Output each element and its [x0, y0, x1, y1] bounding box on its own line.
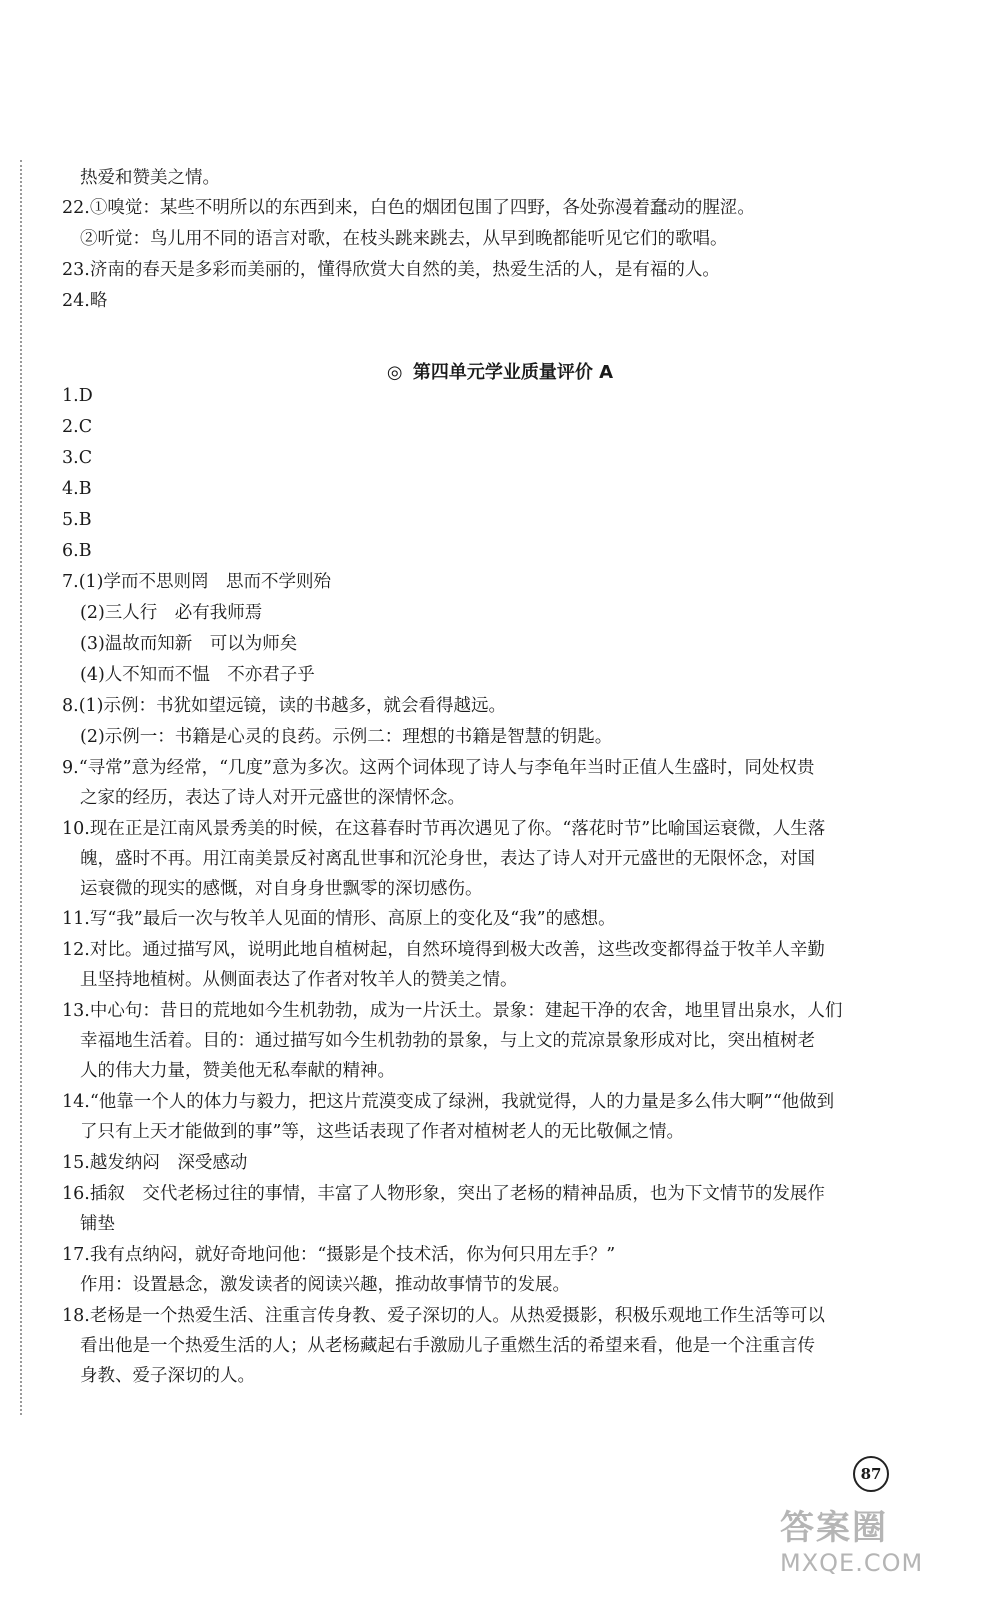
answer-9-line-2: 之家的经历，表达了诗人对开元盛世的深情怀念。	[80, 788, 465, 808]
answer-2: 2.C	[62, 417, 93, 437]
answer-10-line-2: 魄，盛时不再。用江南美景反衬离乱世事和沉沦身世，表达了诗人对开元盛世的无限怀念，对国	[80, 849, 815, 869]
answer-16-line-2: 铺垫	[80, 1214, 115, 1234]
answer-8-1: 8.(1)示例：书犹如望远镜，读的书越多，就会看得越远。	[62, 696, 506, 716]
answer-8-2: (2)示例一：书籍是心灵的良药。示例二：理想的书籍是智慧的钥匙。	[80, 727, 613, 747]
answer-17-line-2: 作用：设置悬念，激发读者的阅读兴趣，推动故事情节的发展。	[80, 1275, 570, 1295]
section-heading	[0, 360, 1000, 386]
answer-18-line-1: 18.老杨是一个热爱生活、注重言传身教、爱子深切的人。从热爱摄影，积极乐观地工作生活等可以	[62, 1306, 825, 1326]
answer-9-line-1: 9.“寻常”意为经常，“几度”意为多次。这两个词体现了诗人与李龟年当时正值人生盛时，同处权贵	[62, 758, 815, 778]
answer-13-line-1: 13.中心句：昔日的荒地如今生机勃勃，成为一片沃土。景象：建起干净的农舍，地里冒出泉水，人们	[62, 1001, 843, 1021]
answer-4: 4.B	[62, 479, 92, 499]
answer-11: 11.写“我”最后一次与牧羊人见面的情形、高原上的变化及“我”的感想。	[62, 909, 616, 929]
answer-22-2: ②听觉：鸟儿用不同的语言对歌，在枝头跳来跳去，从早到晚都能听见它们的歌唱。	[80, 229, 728, 249]
answer-5: 5.B	[62, 510, 92, 530]
answer-13-line-2: 幸福地生活着。目的：通过描写如今生机勃勃的景象，与上文的荒凉景象形成对比，突出植树老	[80, 1031, 815, 1051]
answer-12-line-2: 且坚持地植树。从侧面表达了作者对牧羊人的赞美之情。	[80, 970, 518, 990]
watermark-top: 答案圈	[780, 1508, 888, 1548]
answer-22-1: 22.①嗅觉：某些不明所以的东西到来，白色的烟团包围了四野，各处弥漫着蠢动的腥涩。	[62, 198, 755, 218]
answer-13-line-3: 人的伟大力量，赞美他无私奉献的精神。	[80, 1061, 395, 1081]
answer-24: 24.略	[62, 291, 108, 311]
margin-dotted-line	[20, 160, 22, 1415]
answer-18-line-2: 看出他是一个热爱生活的人；从老杨藏起右手激励儿子重燃生活的希望来看，他是一个注重言传	[80, 1336, 815, 1356]
answer-10-line-3: 运衰微的现实的感慨，对自身身世飘零的深切感伤。	[80, 879, 483, 899]
answer-7-2: (2)三人行 必有我师焉	[80, 603, 263, 623]
answer-18-line-3: 身教、爱子深切的人。	[80, 1366, 255, 1386]
answer-16-line-1: 16.插叙 交代老杨过往的事情，丰富了人物形象，突出了老杨的精神品质，也为下文情节的发展作	[62, 1184, 825, 1204]
answer-10-line-1: 10.现在正是江南风景秀美的时候，在这暮春时节再次遇见了你。“落花时节”比喻国运衰微，人生落	[62, 819, 826, 839]
watermark-bottom: MXQE.COM	[780, 1549, 924, 1577]
answer-23: 23.济南的春天是多彩而美丽的，懂得欣赏大自然的美，热爱生活的人，是有福的人。	[62, 260, 720, 280]
answer-17-line-1: 17.我有点纳闷，就好奇地问他：“摄影是个技术活，你为何只用左手？”	[62, 1245, 616, 1265]
section-title: 第四单元学业质量评价 A	[412, 362, 614, 383]
answer-12-line-1: 12.对比。通过描写风，说明此地自植树起，自然环境得到极大改善，这些改变都得益于牧羊人辛勤	[62, 940, 825, 960]
answer-14-line-2: 了只有上天才能做到的事”等，这些话表现了作者对植树老人的无比敬佩之情。	[80, 1122, 684, 1142]
answer-7-4: (4)人不知而不愠 不亦君子乎	[80, 665, 315, 685]
answer-6: 6.B	[62, 541, 92, 561]
answer-14-line-1: 14.“他靠一个人的体力与毅力，把这片荒漠变成了绿洲，我就觉得，人的力量是多么伟大啊”“他做到	[62, 1092, 835, 1112]
page-number: 87	[853, 1456, 889, 1492]
answer-1: 1.D	[62, 386, 93, 406]
answer-7-1: 7.(1)学而不思则罔 思而不学则殆	[62, 572, 331, 592]
answer-3: 3.C	[62, 448, 93, 468]
answer-7-3: (3)温故而知新 可以为师矣	[80, 634, 298, 654]
answer-15: 15.越发纳闷 深受感动	[62, 1153, 248, 1173]
bullseye-icon: ◎	[386, 362, 403, 383]
watermark-logo	[780, 1508, 980, 1594]
text-line: 热爱和赞美之情。	[80, 168, 220, 188]
